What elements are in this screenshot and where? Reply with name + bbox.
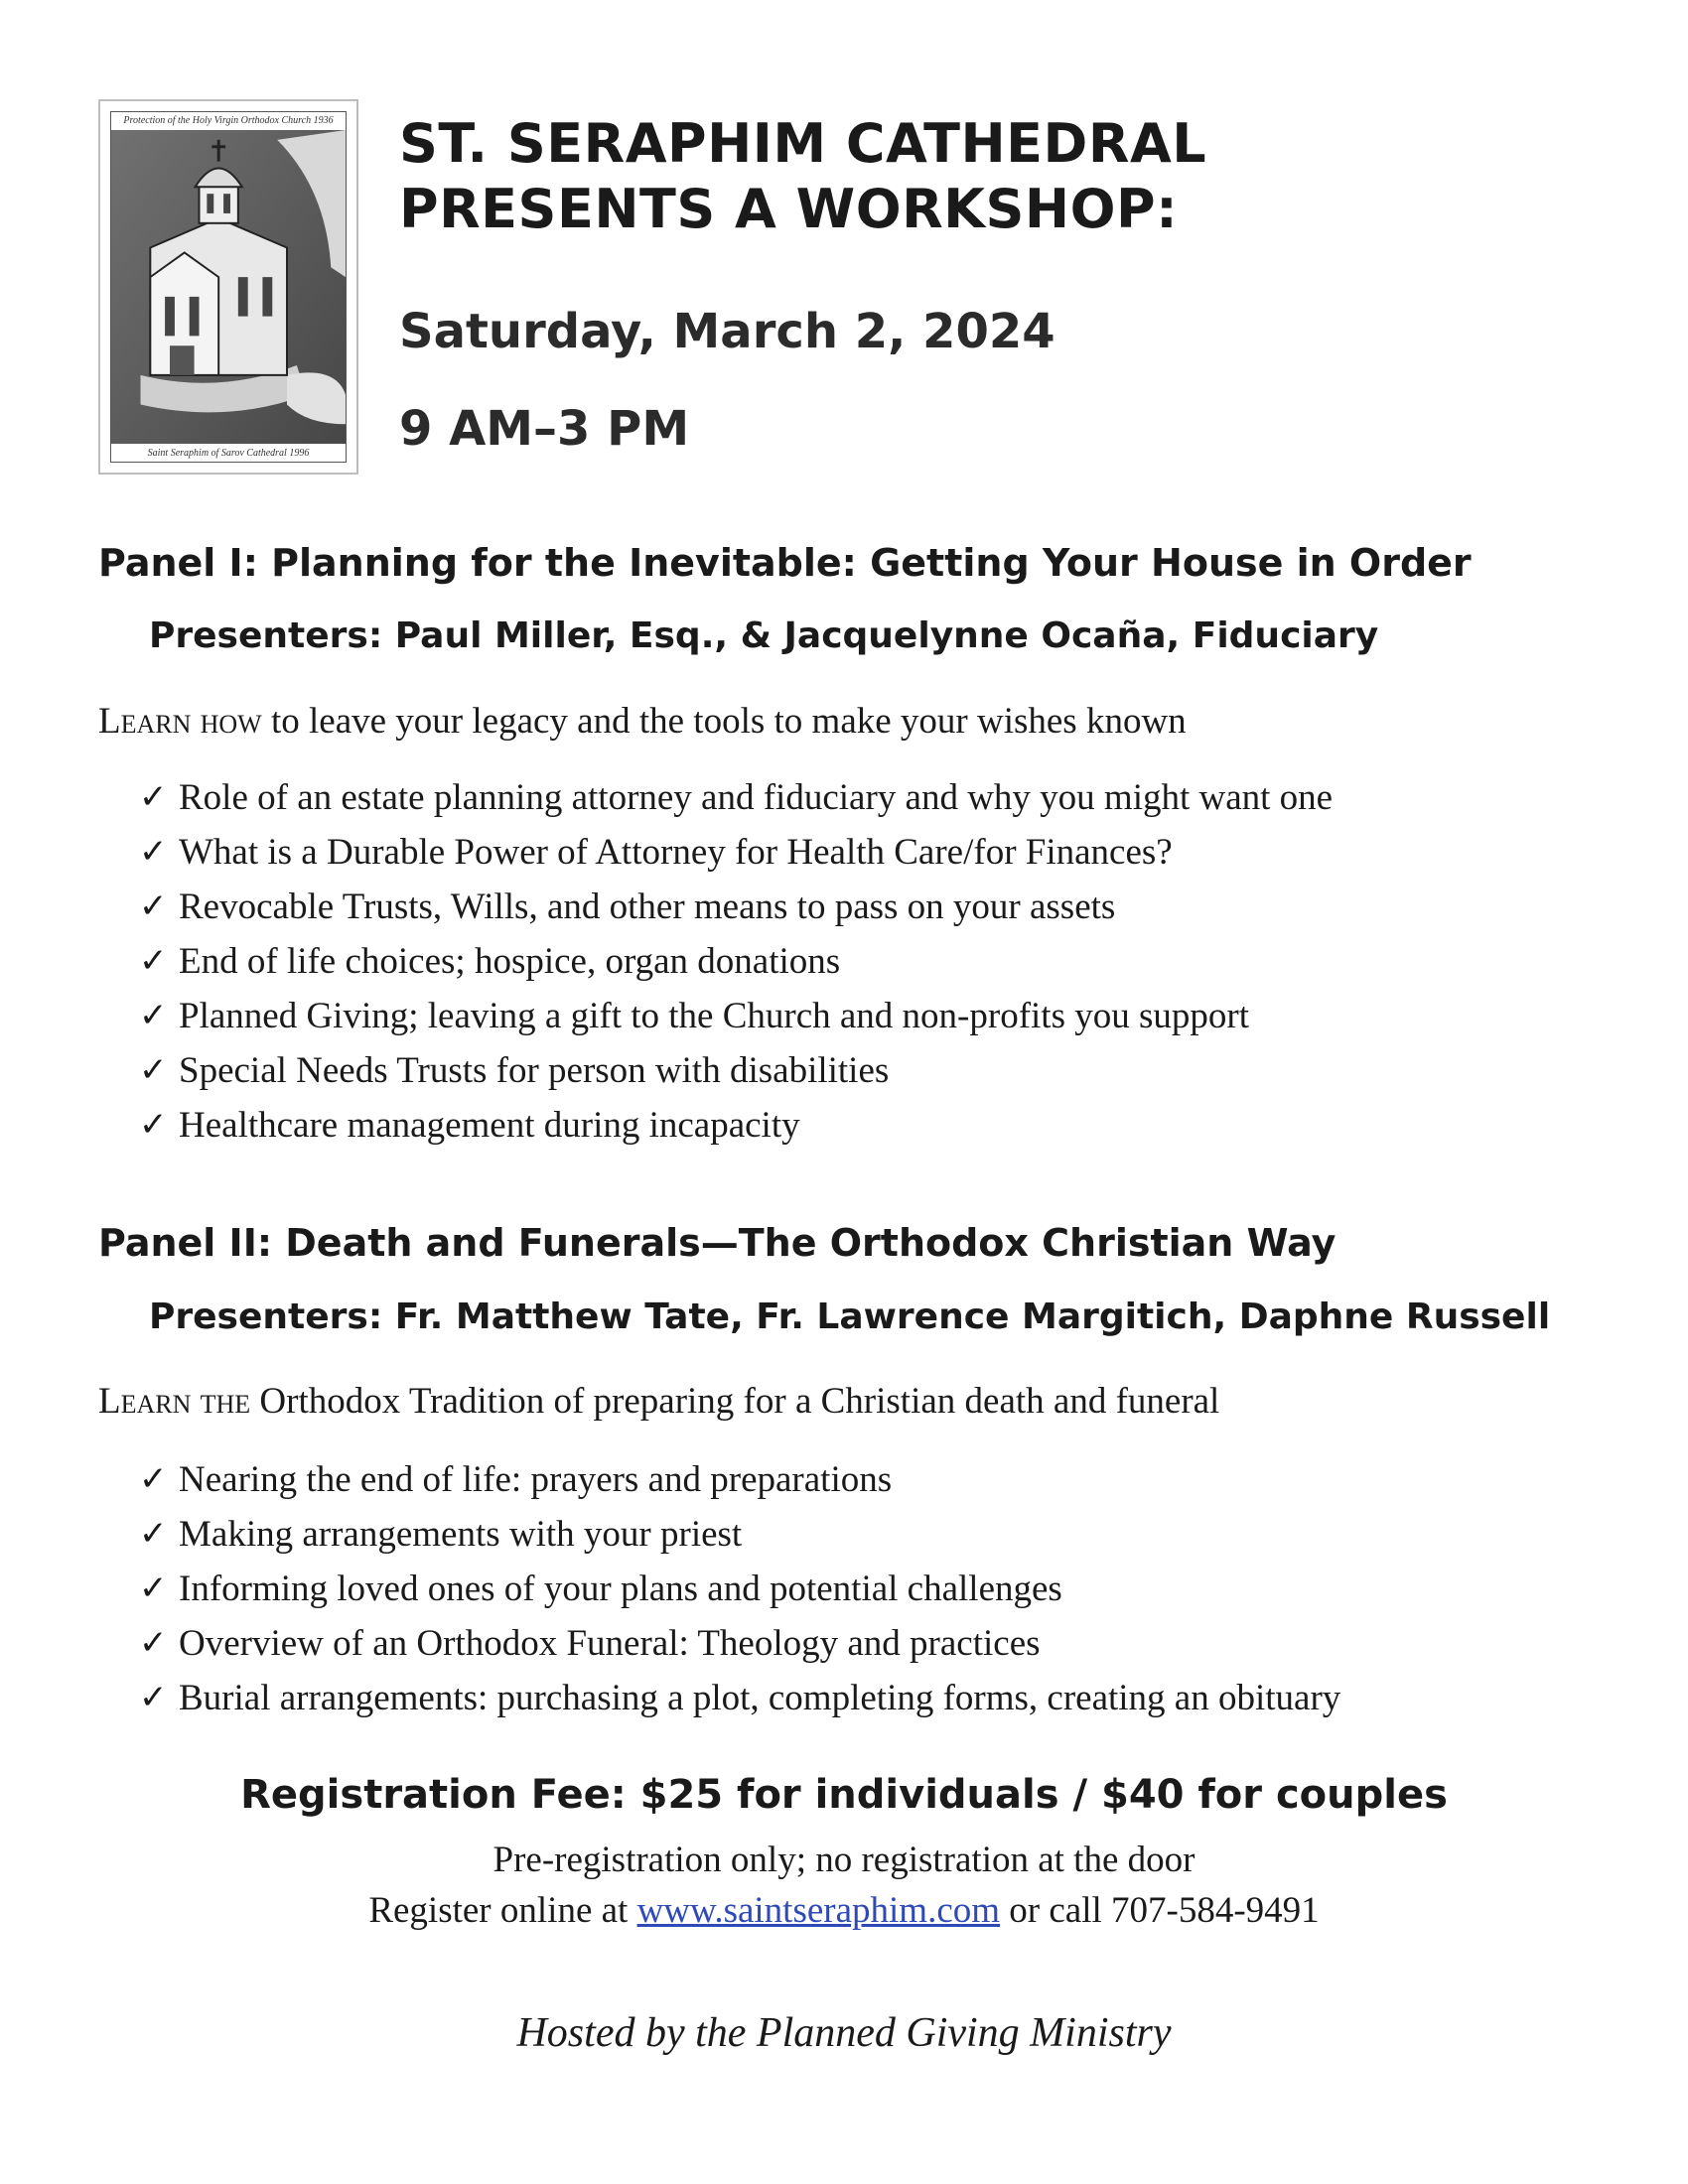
cathedral-icon xyxy=(111,130,346,444)
hosted-by: Hosted by the Planned Giving Ministry xyxy=(516,2010,1172,2056)
checkmark-icon: ✓ xyxy=(139,1459,168,1499)
checklist-item xyxy=(139,1562,1340,1616)
panel-1-learn xyxy=(98,700,1187,743)
register-prefix: Register online at xyxy=(368,1890,637,1931)
church-icon-inner xyxy=(110,111,347,463)
website-link[interactable]: www.saintseraphim.com xyxy=(636,1890,1001,1931)
panel-1-presenters: Presenters: Paul Miller, Esq., & Jacquelynne Ocaña, Fiduciary xyxy=(149,615,1379,656)
event-date: Saturday, March 2, 2024 xyxy=(399,304,1055,359)
checklist-item xyxy=(139,880,1333,934)
checkmark-icon: ✓ xyxy=(139,1569,168,1608)
church-icon-image xyxy=(98,99,358,475)
checklist-item-text: Making arrangements with your priest xyxy=(179,1514,743,1555)
checklist-item xyxy=(139,770,1333,825)
checkmark-icon: ✓ xyxy=(139,777,168,817)
checklist-item xyxy=(139,1098,1333,1153)
checkmark-icon: ✓ xyxy=(139,1678,168,1717)
checkmark-icon: ✓ xyxy=(139,887,168,926)
checklist-item-text: Burial arrangements: purchasing a plot, completing forms, creating an obituary xyxy=(179,1678,1341,1718)
checklist-item xyxy=(139,1616,1340,1671)
register-line xyxy=(0,1889,1688,1932)
panel-1-learn-caps: Learn how xyxy=(98,701,262,742)
panel-2-title: Panel II: Death and Funerals—The Orthodox Christian Way xyxy=(98,1221,1336,1265)
checklist-item xyxy=(139,825,1333,880)
panel-2-learn-caps: Learn the xyxy=(98,1381,251,1422)
checkmark-icon: ✓ xyxy=(139,832,168,872)
event-time: 9 AM–3 PM xyxy=(399,401,690,457)
checkmark-icon: ✓ xyxy=(139,941,168,981)
checklist-item-text: Healthcare management during incapacity xyxy=(179,1105,800,1146)
checklist-item-text: Revocable Trusts, Wills, and other means to pass on your assets xyxy=(179,887,1116,927)
checklist-item-text: Informing loved ones of your plans and potential challenges xyxy=(179,1569,1062,1609)
checklist-item-text: What is a Durable Power of Attorney for Health Care/for Finances? xyxy=(179,832,1173,873)
register-suffix: or call 707-584-9491 xyxy=(1000,1890,1320,1931)
checklist-item xyxy=(139,989,1333,1043)
page-title xyxy=(399,111,1206,242)
panel-2-learn-rest: Orthodox Tradition of preparing for a Christian death and funeral xyxy=(250,1381,1220,1422)
checklist-item xyxy=(139,934,1333,989)
panel-2-learn xyxy=(98,1380,1219,1423)
checkmark-icon: ✓ xyxy=(139,1514,168,1554)
panel-1-title: Panel I: Planning for the Inevitable: Getting Your House in Order xyxy=(98,541,1472,585)
icon-caption-bottom: Saint Seraphim of Sarov Cathedral 1996 xyxy=(147,448,310,459)
checkmark-icon: ✓ xyxy=(139,996,168,1035)
panel-1-checklist xyxy=(139,770,1333,1153)
checklist-item-text: Planned Giving; leaving a gift to the Church and non-profits you support xyxy=(179,996,1249,1036)
checklist-item-text: Special Needs Trusts for person with disabilities xyxy=(179,1050,890,1091)
checkmark-icon: ✓ xyxy=(139,1105,168,1145)
title-line-2: PRESENTS A WORKSHOP: xyxy=(399,178,1179,240)
checklist-item-text: Overview of an Orthodox Funeral: Theology and practices xyxy=(179,1623,1041,1664)
registration-fee: Registration Fee: $25 for individuals / $40 for couples xyxy=(240,1772,1448,1818)
panel-2-presenters: Presenters: Fr. Matthew Tate, Fr. Lawrence Margitich, Daphne Russell xyxy=(149,1297,1551,1337)
checklist-item xyxy=(139,1043,1333,1098)
checklist-item-text: End of life choices; hospice, organ donations xyxy=(179,941,841,982)
checkmark-icon: ✓ xyxy=(139,1050,168,1090)
panel-2-checklist xyxy=(139,1452,1340,1725)
checklist-item xyxy=(139,1452,1340,1507)
checklist-item xyxy=(139,1507,1340,1562)
checkmark-icon: ✓ xyxy=(139,1623,168,1663)
icon-caption-top: Protection of the Holy Virgin Orthodox Church 1936 xyxy=(123,115,334,126)
checklist-item-text: Role of an estate planning attorney and fiduciary and why you might want one xyxy=(179,777,1334,818)
checklist-item xyxy=(139,1671,1340,1725)
checklist-item-text: Nearing the end of life: prayers and preparations xyxy=(179,1459,893,1500)
panel-1-learn-rest: to leave your legacy and the tools to make your wishes known xyxy=(261,701,1187,742)
title-line-1: ST. SERAPHIM CATHEDRAL xyxy=(399,112,1207,175)
pre-registration-note: Pre-registration only; no registration at the door xyxy=(492,1840,1196,1880)
